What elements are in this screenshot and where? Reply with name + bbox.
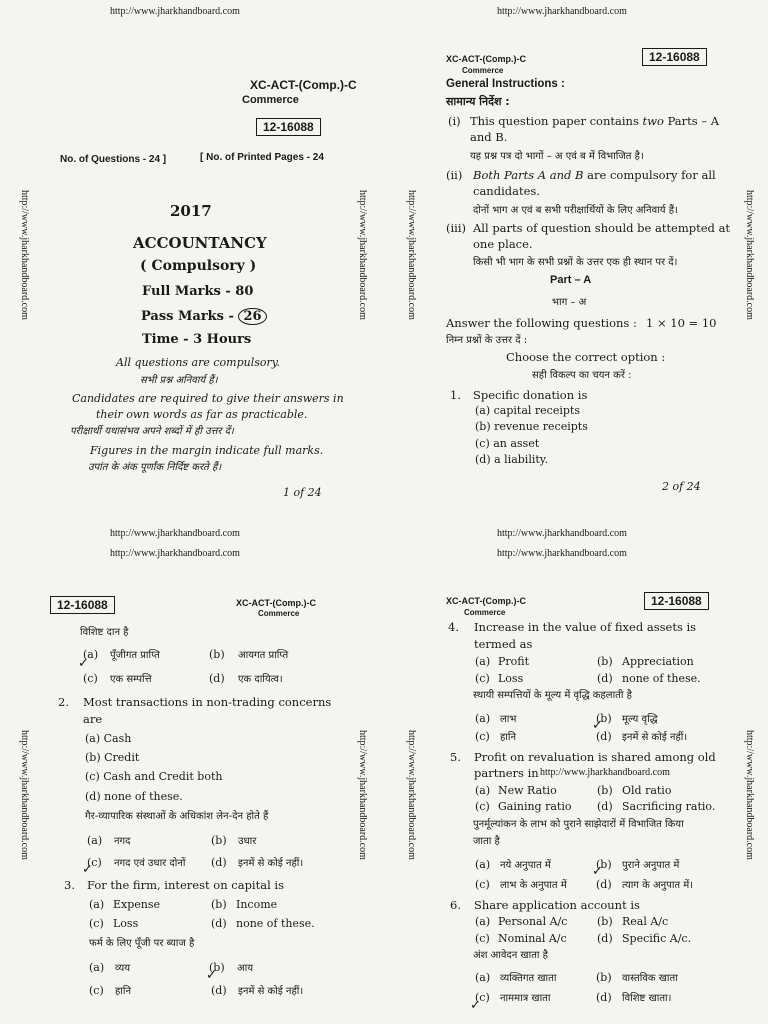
q3-a-label: (a) xyxy=(89,898,105,911)
paper-number: 12-16088 xyxy=(644,592,709,610)
q6-hi-text: अंश आवेदन खाता है xyxy=(473,950,548,961)
instruction-iii-label: (iii) xyxy=(446,221,467,235)
q2-hi-a: नगद xyxy=(114,836,131,847)
check-mark-icon: ✓ xyxy=(206,968,217,983)
pass-marks xyxy=(141,308,267,325)
q4-text-1: Increase in the value of fixed assets is xyxy=(474,620,697,634)
subject-label: Commerce xyxy=(462,66,504,75)
page-number-2: 2 of 24 xyxy=(662,480,701,493)
q4-hi-b-label: (b) xyxy=(596,712,612,725)
instruction-ii-en xyxy=(473,168,716,182)
q2-hi-d-label: (d) xyxy=(211,856,227,869)
instruction-ii-hi: दोनों भाग अ एवं ब सभी परीक्षार्थियों के लिए अनिवार्य हैं। xyxy=(473,205,678,216)
q3-b-label: (b) xyxy=(211,898,227,911)
q5-hi-a-label: (a) xyxy=(475,858,491,871)
q1-hi-a: पूँजीगत प्राप्ति xyxy=(110,650,160,661)
q1-hi-b-label: (b) xyxy=(209,648,225,661)
q6-hi-a: व्यक्तिगत खाता xyxy=(500,973,557,984)
q1-hi-d-label: (d) xyxy=(209,672,225,685)
instr-i-a: This question paper contains xyxy=(470,114,639,128)
q5-c-label: (c) xyxy=(475,800,490,813)
answer-following-en: Answer the following questions : xyxy=(446,316,637,330)
q6-hi-a-label: (a) xyxy=(475,971,491,984)
subject-label: Commerce xyxy=(242,94,299,106)
q6-a-label: (a) xyxy=(475,915,491,928)
full-marks: Full Marks - 80 xyxy=(142,284,254,299)
instruction-iii-en: All parts of question should be attempted at xyxy=(473,221,731,235)
q6-c: Nominal A/c xyxy=(498,932,567,945)
side-url-2[interactable]: http://www.jharkhandboard.com xyxy=(357,190,368,320)
subject-label: Commerce xyxy=(464,608,506,617)
q6-c-label: (c) xyxy=(475,932,490,945)
q4-c: Loss xyxy=(498,672,524,685)
side-url-7[interactable]: http://www.jharkhandboard.com xyxy=(406,730,417,860)
mid-url-right-1[interactable]: http://www.jharkhandboard.com xyxy=(497,528,627,539)
instruction-iii-hi: किसी भी भाग के सभी प्रश्नों के उत्तर एक ही स्थान पर दें। xyxy=(473,257,678,268)
q1-hi-c: एक सम्पत्ति xyxy=(110,674,152,685)
choose-correct-hi: सही विकल्प का चयन करें : xyxy=(532,370,632,381)
q4-b: Appreciation xyxy=(622,655,694,668)
q2-hi-c-label: (c) xyxy=(87,856,102,869)
q1-number: 1. xyxy=(450,388,461,402)
note-marks-hi: उपांत के अंक पूर्णांक निर्दिष्ट करते हैं। xyxy=(88,462,222,473)
q5-hi-a: नये अनुपात में xyxy=(500,860,551,871)
q5-b-label: (b) xyxy=(597,784,613,797)
q3-hi-a: व्यय xyxy=(115,963,131,974)
subject-label: Commerce xyxy=(258,609,300,618)
q3-hi-d-label: (d) xyxy=(211,984,227,997)
q4-hi-text: स्थायी सम्पत्तियों के मूल्य में वृद्धि कहलाती है xyxy=(473,690,632,701)
header-url-left[interactable]: http://www.jharkhandboard.com xyxy=(110,6,240,17)
instr-i-b: Parts – A xyxy=(667,114,720,128)
q1-option-b: (b) revenue receipts xyxy=(475,420,588,433)
exam-code: XC-ACT-(Comp.)-C xyxy=(446,596,526,606)
q2-option-a: (a) Cash xyxy=(85,732,132,745)
q1-option-d: (d) a liability. xyxy=(475,453,549,466)
mid-url-left-2[interactable]: http://www.jharkhandboard.com xyxy=(110,548,240,559)
q4-c-label: (c) xyxy=(475,672,490,685)
q3-hi-a-label: (a) xyxy=(89,961,105,974)
q6-hi-c-label: (c) xyxy=(475,991,490,1004)
note-compulsory-hi: सभी प्रश्न अनिवार्य हैं। xyxy=(140,375,218,386)
q5-hi-c: लाभ के अनुपात में xyxy=(500,880,567,891)
q3-d-label: (d) xyxy=(211,917,227,930)
check-mark-icon: ✓ xyxy=(592,718,603,733)
q2-text-2: are xyxy=(83,712,103,726)
instruction-i-en xyxy=(470,114,719,128)
instr-i-two: two xyxy=(642,114,664,128)
side-url-6[interactable]: http://www.jharkhandboard.com xyxy=(357,730,368,860)
q2-text-1: Most transactions in non-trading concerns xyxy=(83,695,332,709)
q3-hi-d: इनमें से कोई नहीं। xyxy=(238,986,304,997)
q5-b: Old ratio xyxy=(622,784,672,797)
q2-hi-d: इनमें से कोई नहीं। xyxy=(238,858,304,869)
general-instructions-en: General Instructions : xyxy=(446,78,565,90)
q2-hi-c: नगद एवं उधार दोनों xyxy=(114,858,186,869)
q1-option-a: (a) capital receipts xyxy=(475,404,580,417)
q4-d-label: (d) xyxy=(597,672,613,685)
instruction-i-label: (i) xyxy=(448,114,461,128)
instruction-ii-en-2: candidates. xyxy=(473,184,540,198)
q2-option-b: (b) Credit xyxy=(85,751,140,764)
side-url-3[interactable]: http://www.jharkhandboard.com xyxy=(406,190,417,320)
answer-following-hi: निम्न प्रश्नों के उत्तर दें : xyxy=(446,335,528,346)
instruction-ii-label: (ii) xyxy=(446,168,463,182)
q5-inline-url[interactable]: http://www.jharkhandboard.com xyxy=(540,767,670,778)
paper-number: 12-16088 xyxy=(256,118,321,136)
q5-hi-text-1: पुनर्मूल्यांकन के लाभ को पुराने साझेदारों में विभाजित किया xyxy=(473,819,684,830)
q3-text: For the firm, interest on capital is xyxy=(87,878,285,892)
header-url-right[interactable]: http://www.jharkhandboard.com xyxy=(497,6,627,17)
q1-hi-d: एक दायित्व। xyxy=(238,674,283,685)
check-mark-icon: ✓ xyxy=(470,998,481,1013)
side-url-4[interactable]: http://www.jharkhandboard.com xyxy=(744,190,755,320)
q2-option-d: (d) none of these. xyxy=(85,790,183,803)
q5-d: Sacrificing ratio. xyxy=(622,800,716,813)
page-number-1: 1 of 24 xyxy=(283,486,322,499)
check-mark-icon: ✓ xyxy=(78,656,89,671)
q5-c: Gaining ratio xyxy=(498,800,572,813)
q2-number: 2. xyxy=(58,695,69,709)
q5-hi-text-2: जाता है xyxy=(473,836,500,847)
page-1 xyxy=(0,0,384,520)
instr-ii-a: Both Parts A and B xyxy=(473,168,584,182)
note-compulsory-en: All questions are compulsory. xyxy=(116,356,281,369)
q5-hi-b-label: (b) xyxy=(596,858,612,871)
q5-text-1: Profit on revaluation is shared among old xyxy=(474,750,716,764)
exam-time: Time - 3 Hours xyxy=(142,332,252,347)
q3-c: Loss xyxy=(113,917,139,930)
instruction-iii-en-2: one place. xyxy=(473,237,533,251)
q5-a-label: (a) xyxy=(475,784,491,797)
pass-marks-value: 26 xyxy=(238,308,266,325)
q3-a: Expense xyxy=(113,898,161,911)
side-url-8[interactable]: http://www.jharkhandboard.com xyxy=(744,730,755,860)
exam-code: XC-ACT-(Comp.)-C xyxy=(446,54,526,64)
instruction-i-en-2: and B. xyxy=(470,130,508,144)
q5-hi-d-label: (d) xyxy=(596,878,612,891)
q4-number: 4. xyxy=(448,620,459,634)
q4-hi-c: हानि xyxy=(500,732,517,743)
q3-hi-c-label: (c) xyxy=(89,984,104,997)
q3-b: Income xyxy=(236,898,278,911)
q4-b-label: (b) xyxy=(597,655,613,668)
page-2 xyxy=(384,0,768,520)
q4-hi-a-label: (a) xyxy=(475,712,491,725)
q3-d: none of these. xyxy=(236,917,315,930)
q6-hi-c: नाममात्र खाता xyxy=(500,993,551,1004)
q3-hi-b: आय xyxy=(237,963,254,974)
q4-d: none of these. xyxy=(622,672,701,685)
q3-hi-b-label: (b) xyxy=(209,961,225,974)
check-mark-icon: ✓ xyxy=(82,862,93,877)
q6-hi-b: वास्तविक खाता xyxy=(622,973,678,984)
exam-code: XC-ACT-(Comp.)-C xyxy=(236,598,316,608)
q2-hi-b-label: (b) xyxy=(211,834,227,847)
printed-pages: [ No. of Printed Pages - 24 xyxy=(200,152,324,163)
q5-hi-d: त्याग के अनुपात में। xyxy=(622,880,694,891)
instruction-i-hi: यह प्रश्न पत्र दो भागों – अ एवं ब में विभाजित है। xyxy=(470,151,644,162)
q5-a: New Ratio xyxy=(498,784,557,797)
q1-hi-text: विशिष्ट दान है xyxy=(80,627,129,638)
part-a-en: Part – A xyxy=(550,274,592,286)
answer-marks: 1 × 10 = 10 xyxy=(646,316,717,330)
q2-option-c: (c) Cash and Credit both xyxy=(85,770,223,783)
q4-a: Profit xyxy=(498,655,530,668)
q5-hi-c-label: (c) xyxy=(475,878,490,891)
mid-url-left-1[interactable]: http://www.jharkhandboard.com xyxy=(110,528,240,539)
q4-hi-d-label: (d) xyxy=(596,730,612,743)
mid-url-right-2[interactable]: http://www.jharkhandboard.com xyxy=(497,548,627,559)
general-instructions-hi: सामान्य निर्देश : xyxy=(446,95,510,108)
note-own-words-en-2: their own words as far as practicable. xyxy=(96,408,308,421)
q1-hi-a-label: (a) xyxy=(83,648,99,661)
q4-hi-d: इनमें से कोई नहीं। xyxy=(622,732,688,743)
q2-hi-b: उधार xyxy=(238,836,257,847)
q6-number: 6. xyxy=(450,898,461,912)
q3-hi-c: हानि xyxy=(115,986,132,997)
q6-b: Real A/c xyxy=(622,915,669,928)
q4-a-label: (a) xyxy=(475,655,491,668)
q3-number: 3. xyxy=(64,878,75,892)
note-own-words-en-1: Candidates are required to give their answers in xyxy=(72,392,344,405)
pass-marks-label: Pass Marks - xyxy=(141,309,234,324)
paper-number: 12-16088 xyxy=(50,596,115,614)
q2-hi-a-label: (a) xyxy=(87,834,103,847)
side-url-5[interactable]: http://www.jharkhandboard.com xyxy=(19,730,30,860)
note-own-words-hi: परीक्षार्थी यथासंभव अपने शब्दों में ही उत्तर दें। xyxy=(70,426,234,437)
q6-hi-d-label: (d) xyxy=(596,991,612,1004)
q4-hi-c-label: (c) xyxy=(475,730,490,743)
q3-hi-text: फर्म के लिए पूँजी पर ब्याज है xyxy=(89,938,195,949)
no-of-questions: No. of Questions - 24 ] xyxy=(60,154,167,165)
q6-text: Share application account is xyxy=(474,898,640,912)
q1-hi-b: आयगत प्राप्ति xyxy=(238,650,289,661)
q6-hi-d: विशिष्ट खाता। xyxy=(622,993,672,1004)
q5-d-label: (d) xyxy=(597,800,613,813)
page-4 xyxy=(384,580,768,1024)
q4-hi-b: मूल्य वृद्धि xyxy=(622,714,658,725)
q6-d: Specific A/c. xyxy=(622,932,692,945)
q1-hi-c-label: (c) xyxy=(83,672,98,685)
q1-text: Specific donation is xyxy=(473,388,588,402)
check-mark-icon: ✓ xyxy=(592,864,603,879)
q4-hi-a: लाभ xyxy=(500,714,517,725)
note-marks-en: Figures in the margin indicate full marks. xyxy=(90,444,324,457)
exam-year: 2017 xyxy=(170,202,212,220)
compulsory-label: ( Compulsory ) xyxy=(140,258,257,274)
exam-code: XC-ACT-(Comp.)-C xyxy=(250,78,357,92)
q2-hi-text: गैर-व्यापारिक संस्थाओं के अधिकांश लेन-देन होते हैं xyxy=(85,811,269,822)
exam-title: ACCOUNTANCY xyxy=(133,234,267,252)
q3-c-label: (c) xyxy=(89,917,104,930)
q5-number: 5. xyxy=(450,750,461,764)
instr-ii-b: are compulsory for all xyxy=(587,168,716,182)
q5-text-2: partners in xyxy=(474,766,539,780)
q6-hi-b-label: (b) xyxy=(596,971,612,984)
q1-option-c: (c) an asset xyxy=(475,437,540,450)
page-3 xyxy=(0,580,384,1024)
side-url-1[interactable]: http://www.jharkhandboard.com xyxy=(19,190,30,320)
paper-number: 12-16088 xyxy=(642,48,707,66)
q6-d-label: (d) xyxy=(597,932,613,945)
q6-a: Personal A/c xyxy=(498,915,568,928)
part-a-hi: भाग – अ xyxy=(552,297,587,308)
q4-text-2: termed as xyxy=(474,637,533,651)
q6-b-label: (b) xyxy=(597,915,613,928)
q5-hi-b: पुराने अनुपात में xyxy=(622,860,680,871)
choose-correct-en: Choose the correct option : xyxy=(506,350,666,364)
